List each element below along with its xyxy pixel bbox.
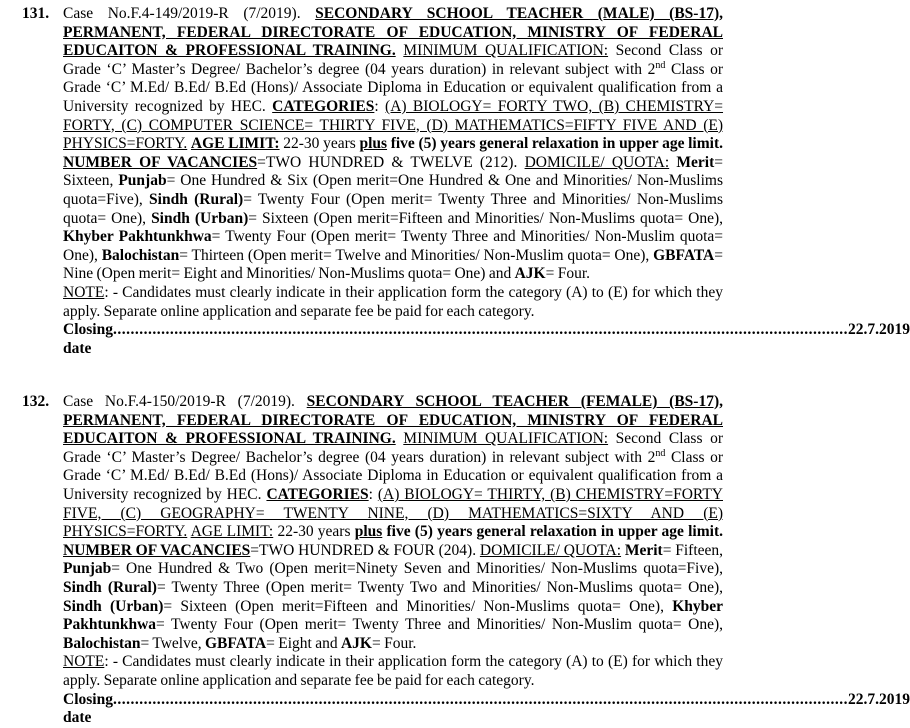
quota-merit-text: = Fifteen, [662,541,724,559]
note-label: NOTE [63,283,105,301]
case-number: Case No.F.4-149/2019-R (7/2019). [63,5,301,22]
entry-body [63,393,910,728]
quota-ajk-name: AJK [514,265,546,283]
age-plus: plus [359,135,388,153]
entry-number: 132. [22,393,50,410]
domicile-label: DOMICILE/ QUOTA: [524,153,670,171]
closing-date-label: Closing date [63,321,113,357]
vacancies-text: =TWO HUNDRED & FOUR (204). [250,541,477,559]
quota-punjab-text: = One Hundred & Six (Open merit=One Hundred & One and Minorities/ Non-Muslims quota=Five), [63,172,724,208]
quota-kp-name: Khyber Pakhtunkhwa [63,597,724,634]
quota-kp-text: = Twenty Four (Open merit= Twenty Three and Minorities/ Non-Muslim quota= One), [63,228,723,264]
post-title: SECONDARY SCHOOL TEACHER (FEMALE) (BS-17), PERMANENT, FEDERAL DIRECTORATE OF EDUCATION, MINISTRY OF FEDERAL EDUCAITON & PROFESSIONAL TRAINING. [63,393,723,448]
entry-description: Case No.F.4-149/2019-R (7/2019). SECONDARY SCHOOL TEACHER (MALE) (BS-17), PERMANENT, FEDERAL DIRECTORATE OF EDUCATION, MINISTRY OF FEDERAL EDUCAITON & PROFESSIONAL TRAINING. MINIMUM QUALIFICATION: Second Class or Grade ‘C’ Master’s Degree/ Bachelor’s degree (04 years duration) in relevant subject with 2nd Class or Grade ‘C’ M.Ed/ B.Ed/ B.Ed (Hons)/ Associate Diploma in Education or equivalent qualification from a University recognized by HEC. CATEGORIES: (A) BIOLOGY= FORTY TWO, (B) CHEMISTRY= FORTY, (C) COMPUTER SCIENCE= THIRTY FIVE, (D) MATHEMATICS=FIFTY FIVE AND (E) PHYSICS=FORTY. AGE LIMIT: 22-30 years plus five (5) years general relaxation in upper age limit. NUMBER OF VACANCIES=TWO HUNDRED & TWELVE (212). DOMICILE/ QUOTA: Merit= Sixteen, Punjab= One Hundred & Six (Open merit=One Hundred & One and Minorities/ Non-Muslims quota=Five), Sindh (Rural)= Twenty Four (Open merit= Twenty Three and Minorities/ Non-Muslims quota= One), Sindh (Urban)= Sixteen (Open merit=Fifteen and Minorities/ Non-Muslims quota= One), Khyber Pakhtunkhwa= Twenty Four (Open merit= Twenty Three and Minorities/ Non-Muslim quota= One), Balochistan= Thirteen (Open merit= Twelve and Minorities/ Non-Muslim quota= One), GBFATA= Nine (Open merit= Eight and Minorities/ Non-Muslims quota= One) and AJK= Four. [63,5,724,283]
age-plus: plus [354,523,383,541]
min-qualification-label: MINIMUM QUALIFICATION: [403,430,609,448]
ordinal-suffix: nd [655,447,666,459]
min-qualification-text: Second Class or Grade ‘C’ Master’s Degree/ Bachelor’s degree (04 years duration) in relevant subject with 2 [63,42,723,78]
ordinal-suffix: nd [655,59,666,71]
quota-kp-name: Khyber Pakhtunkhwa [63,228,212,246]
closing-date-row [63,321,910,358]
quota-sindh-rural-text: = Twenty Four (Open merit= Twenty Three and Minorities/ Non-Muslims quota= One), [63,190,723,227]
entry-note [63,284,723,321]
age-limit-text: 22-30 years [277,523,351,541]
case-number: Case No.F.4-150/2019-R (7/2019). [63,393,295,410]
quota-punjab-name: Punjab [63,560,112,578]
min-qualification-text: Second Class or Grade ‘C’ Master’s Degree/ Bachelor’s degree (04 years duration) in relevant subject with 2 [63,430,723,466]
quota-sindh-rural-text: = Twenty Three (Open merit= Twenty Two and Minorities/ Non-Muslims quota= One), [156,578,723,596]
quota-gbfata-text: = Nine (Open merit= Eight and Minorities/ Non-Muslims quota= One) and [63,246,723,283]
quota-ajk-text: = Four. [371,634,417,652]
quota-merit-name: Merit [624,541,663,559]
dot-leader: ........................................................................................................................................................................ [112,690,848,708]
note-text: : - Candidates must clearly indicate in their application form the category (A) to (E) for which they apply. Separate online application and separate fee be paid for each category. [63,283,723,320]
quota-sindh-urban-text: = Sixteen (Open merit=Fifteen and Minorities/ Non-Muslims quota= One), [248,209,724,227]
quota-merit-text: = Sixteen, [63,153,723,190]
quota-balochistan-name: Balochistan [101,246,180,264]
min-qualification-text-cont: Class or Grade ‘C’ M.Ed/ B.Ed/ B.Ed (Hons)/ Associate Diploma in Education or equivalent qualification from a University recognized by HEC. [63,448,724,503]
entry-number: 131. [22,5,50,22]
note-text: : - Candidates must clearly indicate in their application form the category (A) to (E) for which they apply. Separate online application and separate fee be paid for each category. [63,653,723,689]
age-relaxation: five (5) years general relaxation in upper age limit. [386,523,723,541]
note-label: NOTE [63,653,105,671]
dot-leader: ........................................................................................................................................................................ [112,321,848,339]
closing-date-row [63,690,910,728]
quota-balochistan-text: = Twelve, [140,634,202,652]
quota-punjab-text: = One Hundred & Two (Open merit=Ninety Seven and Minorities/ Non-Muslims quota=Five), [111,560,723,578]
age-limit-label: AGE LIMIT: [190,523,274,541]
quota-ajk-text: = Four. [545,265,590,283]
domicile-label: DOMICILE/ QUOTA: [479,541,622,559]
quota-balochistan-name: Balochistan [63,634,141,652]
quota-sindh-rural-name: Sindh (Rural) [63,578,157,596]
quota-gbfata-name: GBFATA [653,246,715,264]
categories-label: CATEGORIES [266,485,369,503]
quota-sindh-rural-name: Sindh (Rural) [149,190,244,208]
age-relaxation: five (5) years general relaxation in upper age limit. [390,135,723,153]
quota-sindh-urban-name: Sindh (Urban) [151,209,249,227]
quota-ajk-name: AJK [340,634,372,652]
quota-merit-name: Merit [676,153,715,171]
categories-label: CATEGORIES [272,97,375,115]
vacancies-label: NUMBER OF VACANCIES [63,541,251,559]
quota-gbfata-name: GBFATA [205,634,267,652]
min-qualification-label: MINIMUM QUALIFICATION: [403,42,609,60]
age-limit-text: 22-30 years [283,135,356,153]
min-qualification-text-cont: Class or Grade ‘C’ M.Ed/ B.Ed/ B.Ed (Hons)/ Associate Diploma in Education or equivalent qualification from a University recognized by HEC. [63,60,724,115]
categories-text: (A) BIOLOGY= FORTY TWO, (B) CHEMISTRY= FORTY, (C) COMPUTER SCIENCE= THIRTY FIVE, (D) MATHEMATICS=FIFTY FIVE AND (E) PHYSICS=FORTY. [63,97,724,153]
quota-balochistan-text: = Thirteen (Open merit= Twelve and Minorities/ Non-Muslim quota= One), [179,246,650,264]
entry-body [63,5,910,358]
post-title: SECONDARY SCHOOL TEACHER (MALE) (BS-17), PERMANENT, FEDERAL DIRECTORATE OF EDUCATION, MINISTRY OF FEDERAL EDUCAITON & PROFESSIONAL TRAINING. [63,5,723,60]
entry-note [63,653,723,690]
age-limit-label: AGE LIMIT: [190,135,280,153]
quota-sindh-urban-text: = Sixteen (Open merit=Fifteen and Minorities/ Non-Muslims quota= One), [163,597,664,615]
vacancies-text: =TWO HUNDRED & TWELVE (212). [257,153,518,171]
quota-punjab-name: Punjab [118,172,167,190]
quota-kp-text: = Twenty Four (Open merit= Twenty Three and Minorities/ Non-Muslim quota= One), [156,616,723,634]
entry-description: Case No.F.4-150/2019-R (7/2019). SECONDARY SCHOOL TEACHER (FEMALE) (BS-17), PERMANENT, FEDERAL DIRECTORATE OF EDUCATION, MINISTRY OF FEDERAL EDUCAITON & PROFESSIONAL TRAINING. MINIMUM QUALIFICATION: Second Class or Grade ‘C’ Master’s Degree/ Bachelor’s degree (04 years duration) in relevant subject with 2nd Class or Grade ‘C’ M.Ed/ B.Ed/ B.Ed (Hons)/ Associate Diploma in Education or equivalent qualification from a University recognized by HEC. CATEGORIES: (A) BIOLOGY= THIRTY, (B) CHEMISTRY=FORTY FIVE, (C) GEOGRAPHY= TWENTY NINE, (D) MATHEMATICS=SIXTY AND (E) PHYSICS=FORTY. AGE LIMIT: 22-30 years plus five (5) years general relaxation in upper age limit. NUMBER OF VACANCIES=TWO HUNDRED & FOUR (204). DOMICILE/ QUOTA: Merit= Fifteen, Punjab= One Hundred & Two (Open merit=Ninety Seven and Minorities/ Non-Muslims quota=Five), Sindh (Rural)= Twenty Three (Open merit= Twenty Two and Minorities/ Non-Muslims quota= One), Sindh (Urban)= Sixteen (Open merit=Fifteen and Minorities/ Non-Muslims quota= One), Khyber Pakhtunkhwa= Twenty Four (Open merit= Twenty Three and Minorities/ Non-Muslim quota= One), Balochistan= Twelve, GBFATA= Eight and AJK= Four. [63,393,724,652]
quota-gbfata-text: = Eight and [266,634,338,652]
closing-date-value: 22.7.2019 [847,321,910,339]
quota-sindh-urban-name: Sindh (Urban) [63,597,164,615]
vacancies-label: NUMBER OF VACANCIES [63,153,258,171]
closing-date-label: Closing date [63,690,113,727]
categories-text: (A) BIOLOGY= THIRTY, (B) CHEMISTRY=FORTY FIVE, (C) GEOGRAPHY= TWENTY NINE, (D) MATHEMATICS=SIXTY AND (E) PHYSICS=FORTY. [63,485,723,541]
closing-date-value: 22.7.2019 [847,690,910,708]
